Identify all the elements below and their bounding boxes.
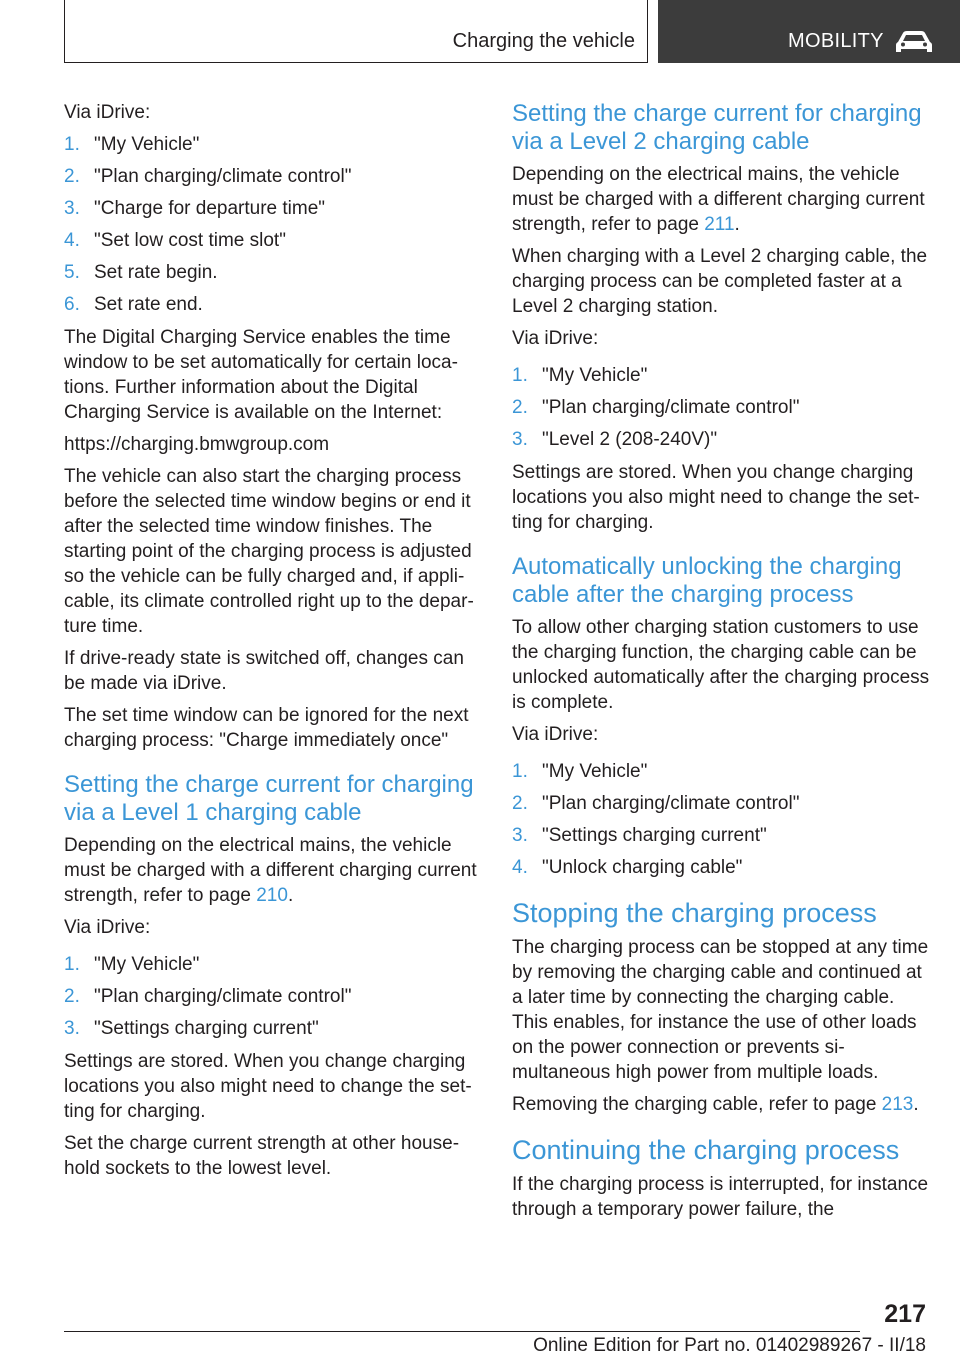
paragraph: The set time window can be ignored for the next charging process: "Charge immediately once" bbox=[64, 705, 469, 751]
paragraph: The vehicle can also start the charging process before the selected time window begins or end it after the selected time window finishes. The starting point of the charging process is adjusted so the vehicle can be fully charged and, if applicable, its climate controlled right up to the departure time. bbox=[64, 466, 474, 637]
list-item bbox=[64, 228, 480, 253]
section-title: MOBILITY bbox=[788, 30, 884, 52]
steps-list bbox=[64, 132, 480, 317]
paragraph: The Digital Charging Service enables the time window to be set automatically for certain locations. Further information about the Digital Charging Service is available on the Internet: bbox=[64, 327, 458, 423]
paragraph: Settings are stored. When you change charging locations you also might need to change the setting for charging. bbox=[512, 462, 920, 533]
step-text: "Settings charging current" bbox=[542, 825, 767, 846]
list-item bbox=[64, 952, 480, 977]
step-text: "Set low cost time slot" bbox=[94, 230, 286, 251]
list-item bbox=[64, 164, 480, 189]
steps-list bbox=[64, 952, 480, 1041]
step-number: 6. bbox=[64, 294, 80, 315]
step-text: "My Vehicle" bbox=[542, 365, 648, 386]
step-text: "Level 2 (208-240V)" bbox=[542, 429, 718, 450]
step-number: 4. bbox=[64, 230, 80, 251]
step-text: Set rate begin. bbox=[94, 262, 218, 283]
step-number: 2. bbox=[512, 397, 528, 418]
section-heading: Automatically unlocking the charging cable after the charging process bbox=[512, 553, 902, 608]
list-item bbox=[64, 984, 480, 1009]
list-item bbox=[512, 759, 932, 784]
list-item bbox=[512, 427, 932, 452]
section-heading: Continuing the charging process bbox=[512, 1135, 900, 1165]
paragraph: If the charging process is interrupted, for instance through a temporary power failure, the bbox=[512, 1174, 929, 1220]
step-number: 5. bbox=[64, 262, 80, 283]
step-text: "Plan charging/climate control" bbox=[542, 397, 800, 418]
step-text: Set rate end. bbox=[94, 294, 203, 315]
paragraph: Via iDrive: bbox=[512, 724, 599, 745]
list-item bbox=[512, 395, 932, 420]
step-text: "My Vehicle" bbox=[94, 954, 200, 975]
paragraph: The charging process can be stopped at any time by removing the charging cable and continued at a later time by connecting the charging cable. This enables, for instance the use of other loads on the power connection or prevents simultaneous high power from multiple loads. bbox=[512, 937, 929, 1083]
step-number: 3. bbox=[64, 1018, 80, 1039]
page-number: 217 bbox=[884, 1300, 926, 1328]
step-number: 2. bbox=[64, 166, 80, 187]
paragraph: When charging with a Level 2 charging cable, the charging process can be completed faster at a Level 2 charging station. bbox=[512, 246, 928, 317]
edition-footer: Online Edition for Part no. 01402989267 - II/18 bbox=[533, 1335, 926, 1356]
step-number: 1. bbox=[64, 954, 80, 975]
steps-list bbox=[512, 363, 932, 452]
paragraph: Via iDrive: bbox=[512, 328, 599, 349]
step-number: 4. bbox=[512, 857, 528, 878]
step-number: 2. bbox=[512, 793, 528, 814]
list-item bbox=[512, 791, 932, 816]
section-heading: Setting the charge current for charging via a Level 1 charging cable bbox=[64, 771, 474, 826]
list-item bbox=[512, 855, 932, 880]
paragraph: Via iDrive: bbox=[64, 917, 151, 938]
step-number: 3. bbox=[64, 198, 80, 219]
list-item bbox=[64, 196, 480, 221]
list-item bbox=[64, 1016, 480, 1041]
footer-divider bbox=[64, 1331, 860, 1332]
left-column bbox=[64, 100, 480, 1188]
page-reference-link[interactable]: 213 bbox=[881, 1094, 914, 1115]
step-number: 3. bbox=[512, 429, 528, 450]
list-item bbox=[64, 292, 480, 317]
chapter-title: Charging the vehicle bbox=[452, 30, 635, 52]
url-text: https://charging.bmwgroup.com bbox=[64, 434, 330, 455]
step-text: "Charge for departure time" bbox=[94, 198, 326, 219]
step-number: 1. bbox=[512, 761, 528, 782]
page-reference-link[interactable]: 210 bbox=[256, 885, 288, 906]
section-heading: Setting the charge current for charging via a Level 2 charging cable bbox=[512, 100, 922, 155]
paragraph: If drive-ready state is switched off, changes can be made via iDrive. bbox=[64, 648, 464, 694]
section-heading: Stopping the charging process bbox=[512, 898, 877, 928]
step-text: "My Vehicle" bbox=[94, 134, 200, 155]
car-icon bbox=[894, 28, 934, 56]
list-item bbox=[512, 363, 932, 388]
paragraph: Settings are stored. When you change charging locations you also might need to change the setting for charging. bbox=[64, 1051, 472, 1122]
paragraph: Removing the charging cable, refer to page 213. bbox=[512, 1094, 919, 1115]
page-reference-link[interactable]: 211 bbox=[704, 214, 735, 235]
right-column bbox=[512, 100, 932, 1229]
step-text: "Unlock charging cable" bbox=[542, 857, 743, 878]
list-item bbox=[64, 260, 480, 285]
step-number: 1. bbox=[512, 365, 528, 386]
paragraph: Depending on the electrical mains, the vehicle must be charged with a different charging current strength, refer to page 211. bbox=[512, 164, 925, 235]
paragraph: Set the charge current strength at other household sockets to the lowest level. bbox=[64, 1133, 460, 1179]
header-chapter-box bbox=[64, 0, 648, 63]
step-text: "Settings charging current" bbox=[94, 1018, 319, 1039]
list-item bbox=[64, 132, 480, 157]
step-text: "Plan charging/climate control" bbox=[94, 166, 352, 187]
step-text: "Plan charging/climate control" bbox=[94, 986, 352, 1007]
step-number: 1. bbox=[64, 134, 80, 155]
step-number: 2. bbox=[64, 986, 80, 1007]
header-section-box bbox=[658, 0, 960, 63]
step-text: "Plan charging/climate control" bbox=[542, 793, 800, 814]
step-text: "My Vehicle" bbox=[542, 761, 648, 782]
step-number: 3. bbox=[512, 825, 528, 846]
paragraph: Via iDrive: bbox=[64, 102, 151, 123]
paragraph: Depending on the electrical mains, the vehicle must be charged with a different charging current strength, refer to page 210. bbox=[64, 835, 477, 906]
steps-list bbox=[512, 759, 932, 880]
list-item bbox=[512, 823, 932, 848]
paragraph: To allow other charging station customers to use the charging function, the charging cable can be unlocked automatically after the charging process is complete. bbox=[512, 617, 930, 713]
